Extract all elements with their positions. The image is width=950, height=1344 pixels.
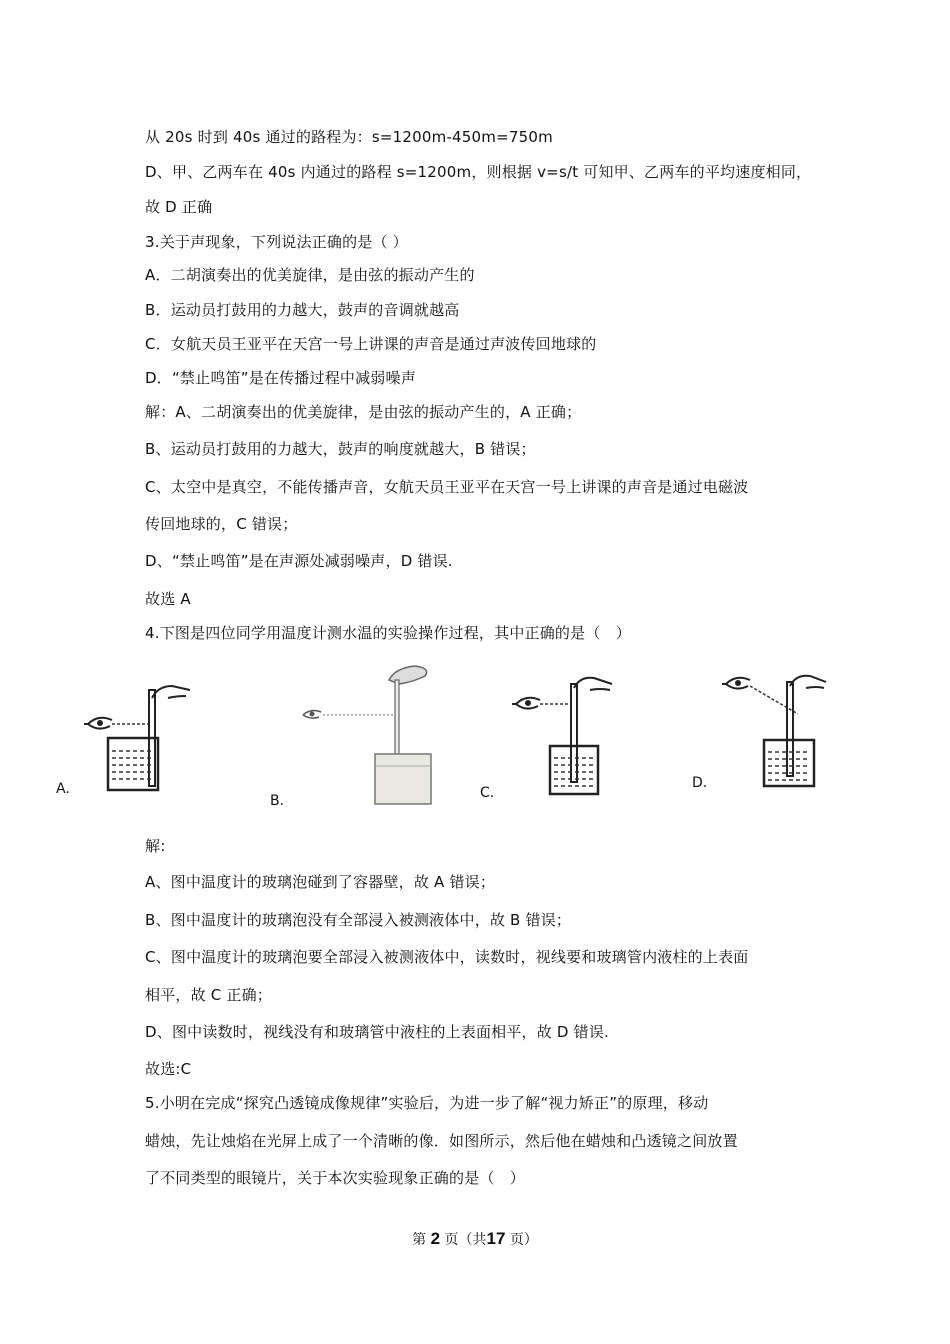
answer-line: B、运动员打鼓用的力越大，鼓声的响度就越大，B 错误； [145,440,536,458]
thermometer-figure-b [295,662,445,808]
answer-line: B、图中温度计的玻璃泡没有全部浸入被测液体中，故 B 错误； [145,911,572,929]
answer-line: D、“禁止鸣笛”是在声源处减弱噪声，D 错误. [145,552,453,570]
answer-line: A、图中温度计的玻璃泡碰到了容器壁，故 A 错误； [145,873,496,891]
answer-line: D、图中读数时，视线没有和玻璃管中液柱的上表面相平，故 D 错误. [145,1023,610,1041]
figure-label-d: D. [692,775,708,791]
total-page-count: 17 [486,1229,506,1248]
page-footer [0,1229,950,1250]
question-4-stem: 4.下图是四位同学用温度计测水温的实验操作过程，其中正确的是（ ） [145,624,631,642]
answer-line: 解：A、二胡演奏出的优美旋律，是由弦的振动产生的，A 正确； [145,403,582,421]
figure-label-c: C. [480,785,495,801]
text-line: 从 20s 时到 40s 通过的路程为：s=1200m-450m=750m [145,128,553,146]
thermometer-figure-a [80,676,195,796]
question-3-option-d: D．“禁止鸣笛”是在传播过程中减弱噪声 [145,369,416,387]
answer-choice: 故选 A [145,590,191,608]
question-5-stem: 蜡烛，先让烛焰在光屏上成了一个清晰的像．如图所示，然后他在蜡烛和凸透镜之间放置 [145,1132,738,1150]
footer-middle: 页（共 [444,1232,487,1248]
answer-line: 传回地球的，C 错误； [145,515,298,533]
answer-line: C、太空中是真空，不能传播声音，女航天员王亚平在天宫一号上讲课的声音是通过电磁波 [145,478,749,496]
figure-label-b: B. [270,793,285,809]
footer-prefix: 第 [412,1232,427,1248]
question-3-option-a: A．二胡演奏出的优美旋律，是由弦的振动产生的 [145,266,475,284]
text-line: D、甲、乙两车在 40s 内通过的路程 s=1200m，则根据 v=s/t 可知甲、乙两车的平均速度相同， [145,163,812,181]
current-page-number: 2 [430,1229,441,1248]
question-3-option-c: C．女航天员王亚平在天宫一号上讲课的声音是通过声波传回地球的 [145,335,597,353]
thermometer-figure-d [720,664,830,790]
thermometer-figure-c [510,676,620,800]
question-5-stem: 5.小明在完成“探究凸透镜成像规律”实验后，为进一步了解“视力矫正”的原理，移动 [145,1094,709,1112]
question-5-stem: 了不同类型的眼镜片，关于本次实验现象正确的是（ ） [145,1169,526,1187]
answer-line: C、图中温度计的玻璃泡要全部浸入被测液体中，读数时，视线要和玻璃管内液柱的上表面 [145,948,749,966]
text-line: 故 D 正确 [145,198,213,216]
question-3-stem: 3.关于声现象，下列说法正确的是（ ） [145,233,408,251]
answer-choice: 故选:C [145,1060,192,1078]
question-3-option-b: B．运动员打鼓用的力越大，鼓声的音调就越高 [145,301,460,319]
answer-line: 解: [145,837,166,855]
figure-label-a: A. [56,781,70,797]
footer-suffix: 页） [509,1232,538,1248]
answer-line: 相平，故 C 正确； [145,986,273,1004]
